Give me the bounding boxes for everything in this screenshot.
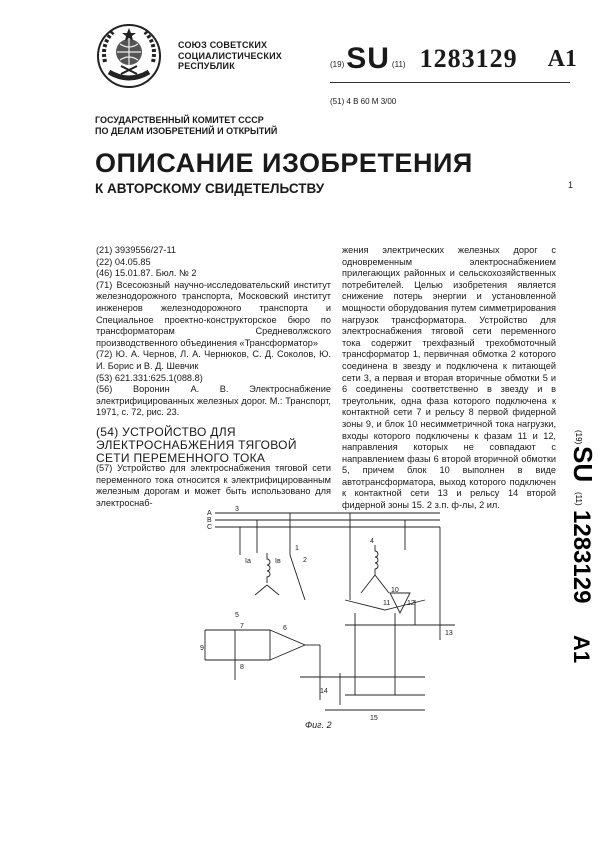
patent-number: 1283129: [419, 44, 518, 73]
biblio-72: (72) Ю. А. Чернов, Л. А. Чернюков, С. Д. Соколов, Ю. И. Борис и В. Д. Шевчик: [96, 349, 331, 371]
document-subtitle: К АВТОРСКОМУ СВИДЕТЕЛЬСТВУ: [95, 181, 325, 196]
biblio-53: (53) 621.331:625.1(088.8): [96, 372, 203, 383]
label-7: 7: [240, 623, 244, 630]
label-2: 2: [303, 557, 307, 564]
bibliographic-data: [96, 245, 331, 419]
label-1: 1: [295, 545, 299, 552]
committee: [95, 115, 277, 137]
code-19: (19): [330, 60, 345, 69]
ipc-class: (51) 4 B 60 M 3/00: [330, 97, 397, 106]
label-4: 4: [370, 538, 374, 545]
biblio-22: (22) 04.05.85: [96, 256, 151, 267]
label-11: 11: [383, 600, 391, 607]
header-rule: [330, 82, 570, 83]
figure-caption: Фиг. 2: [305, 720, 332, 730]
committee-line-1: ГОСУДАРСТВЕННЫЙ КОМИТЕТ СССР: [95, 115, 264, 125]
country-code: SU: [346, 42, 390, 75]
side-patent-number: [568, 430, 598, 690]
invention-title: (54) УСТРОЙСТВО ДЛЯ ЭЛЕКТРОСНАБЖЕНИЯ ТЯГОВОЙ СЕТИ ПЕРЕМЕННОГО ТОКА: [96, 425, 297, 465]
side-patent-number-text: 1283129: [568, 510, 595, 604]
country-name: [178, 40, 282, 72]
country-line-2: СОЦИАЛИСТИЧЕСКИХ: [178, 50, 282, 61]
committee-line-2: ПО ДЕЛАМ ИЗОБРЕТЕНИЙ И ОТКРЫТИЙ: [95, 126, 278, 136]
country-line-1: СОЮЗ СОВЕТСКИХ: [178, 40, 268, 50]
label-8: 8: [240, 664, 244, 671]
patent-number-line: [330, 44, 577, 74]
country-line-3: РЕСПУБЛИК: [178, 61, 235, 71]
biblio-46: (46) 15.01.87. Бюл. № 2: [96, 268, 197, 279]
circuit-diagram: [195, 505, 475, 730]
state-emblem: [95, 22, 163, 90]
biblio-71: (71) Всесоюзный научно-исследовательский институт железнодорожного транспорта, Московский институт инженеров железнодорожного транспорта и Специальное проектно-конструкторское бюро по трансформаторам Средневолжского производственного объединения «Трансформатор»: [96, 279, 331, 348]
document-title: ОПИСАНИЕ ИЗОБРЕТЕНИЯ: [95, 148, 473, 178]
biblio-56: (56) Воронин А. В. Электроснабжение электрифицированных железных дорог. М.: Транспорт, 1971, с. 72, рис. 23.: [96, 384, 331, 418]
side-code-19: (19): [574, 430, 583, 445]
label-14: 14: [320, 688, 328, 695]
abstract-left: (57) Устройство для электроснабжения тяговой сети переменного тока относится к электрифицированным железным дорогам и может быть использовано для электроснаб-: [96, 463, 331, 508]
patent-kind: A1: [547, 46, 577, 72]
side-kind: A1: [569, 635, 594, 664]
label-6: 6: [283, 625, 287, 632]
side-code-11: (11): [574, 492, 583, 506]
label-b: B: [207, 517, 212, 524]
label-15: 15: [370, 715, 378, 722]
label-3: 3: [235, 506, 239, 513]
label-a: A: [207, 510, 212, 517]
label-12: 12: [407, 600, 415, 607]
biblio-21: (21) 3939556/27-11: [96, 245, 177, 255]
margin-mark: 1: [568, 180, 574, 190]
label-10: 10: [391, 587, 399, 594]
primary-winding-2: [375, 545, 378, 575]
label-13: 13: [445, 630, 453, 637]
label-9: 9: [200, 645, 204, 652]
label-ia: Iа: [245, 558, 251, 565]
abstract-right: жения электрических железных дорог с одновременным электроснабжением прилегающих районных и сельскохозяйственных потребителей. Целью изобретения является снижение потерь энергии и установленной мощности оборудования путем симметрирования нагрузок трансформатора. Устройство для электроснабжения тяговой сети переменного тока содержит трехфазный трехобмоточный трансформатор 1, первичная обмотка 2 которого соединена в звезду и подключена к питающей сети 3, а первая и вторая вторичные обмотки 5 и 6 соединены соответственно в звезду и в треугольник, одна фаза которого подключена к контактной сети 7 и рельсу 8 первой фидерной зоны 9, и блок 10 несимметричной тока нагрузки, входы которого подключены к фазам 11 и 12, направления которых не совпадают с направлением фазы 6 второй вторичной обмотки 5, причем блок 10 выполнен в виде автотрансформатора, выход которого подключен к контактной сети 13 и рельсу 14 второй фидерной зоны 15. 2 з.п. ф-лы, 2 ил.: [342, 245, 556, 511]
label-ib: Iв: [275, 558, 281, 565]
primary-winding-1: [267, 553, 270, 583]
label-5: 5: [235, 612, 239, 619]
label-c: C: [207, 524, 213, 531]
delta-winding: [270, 630, 305, 660]
code-11: (11): [391, 60, 406, 69]
side-country-code: SU: [568, 446, 598, 483]
